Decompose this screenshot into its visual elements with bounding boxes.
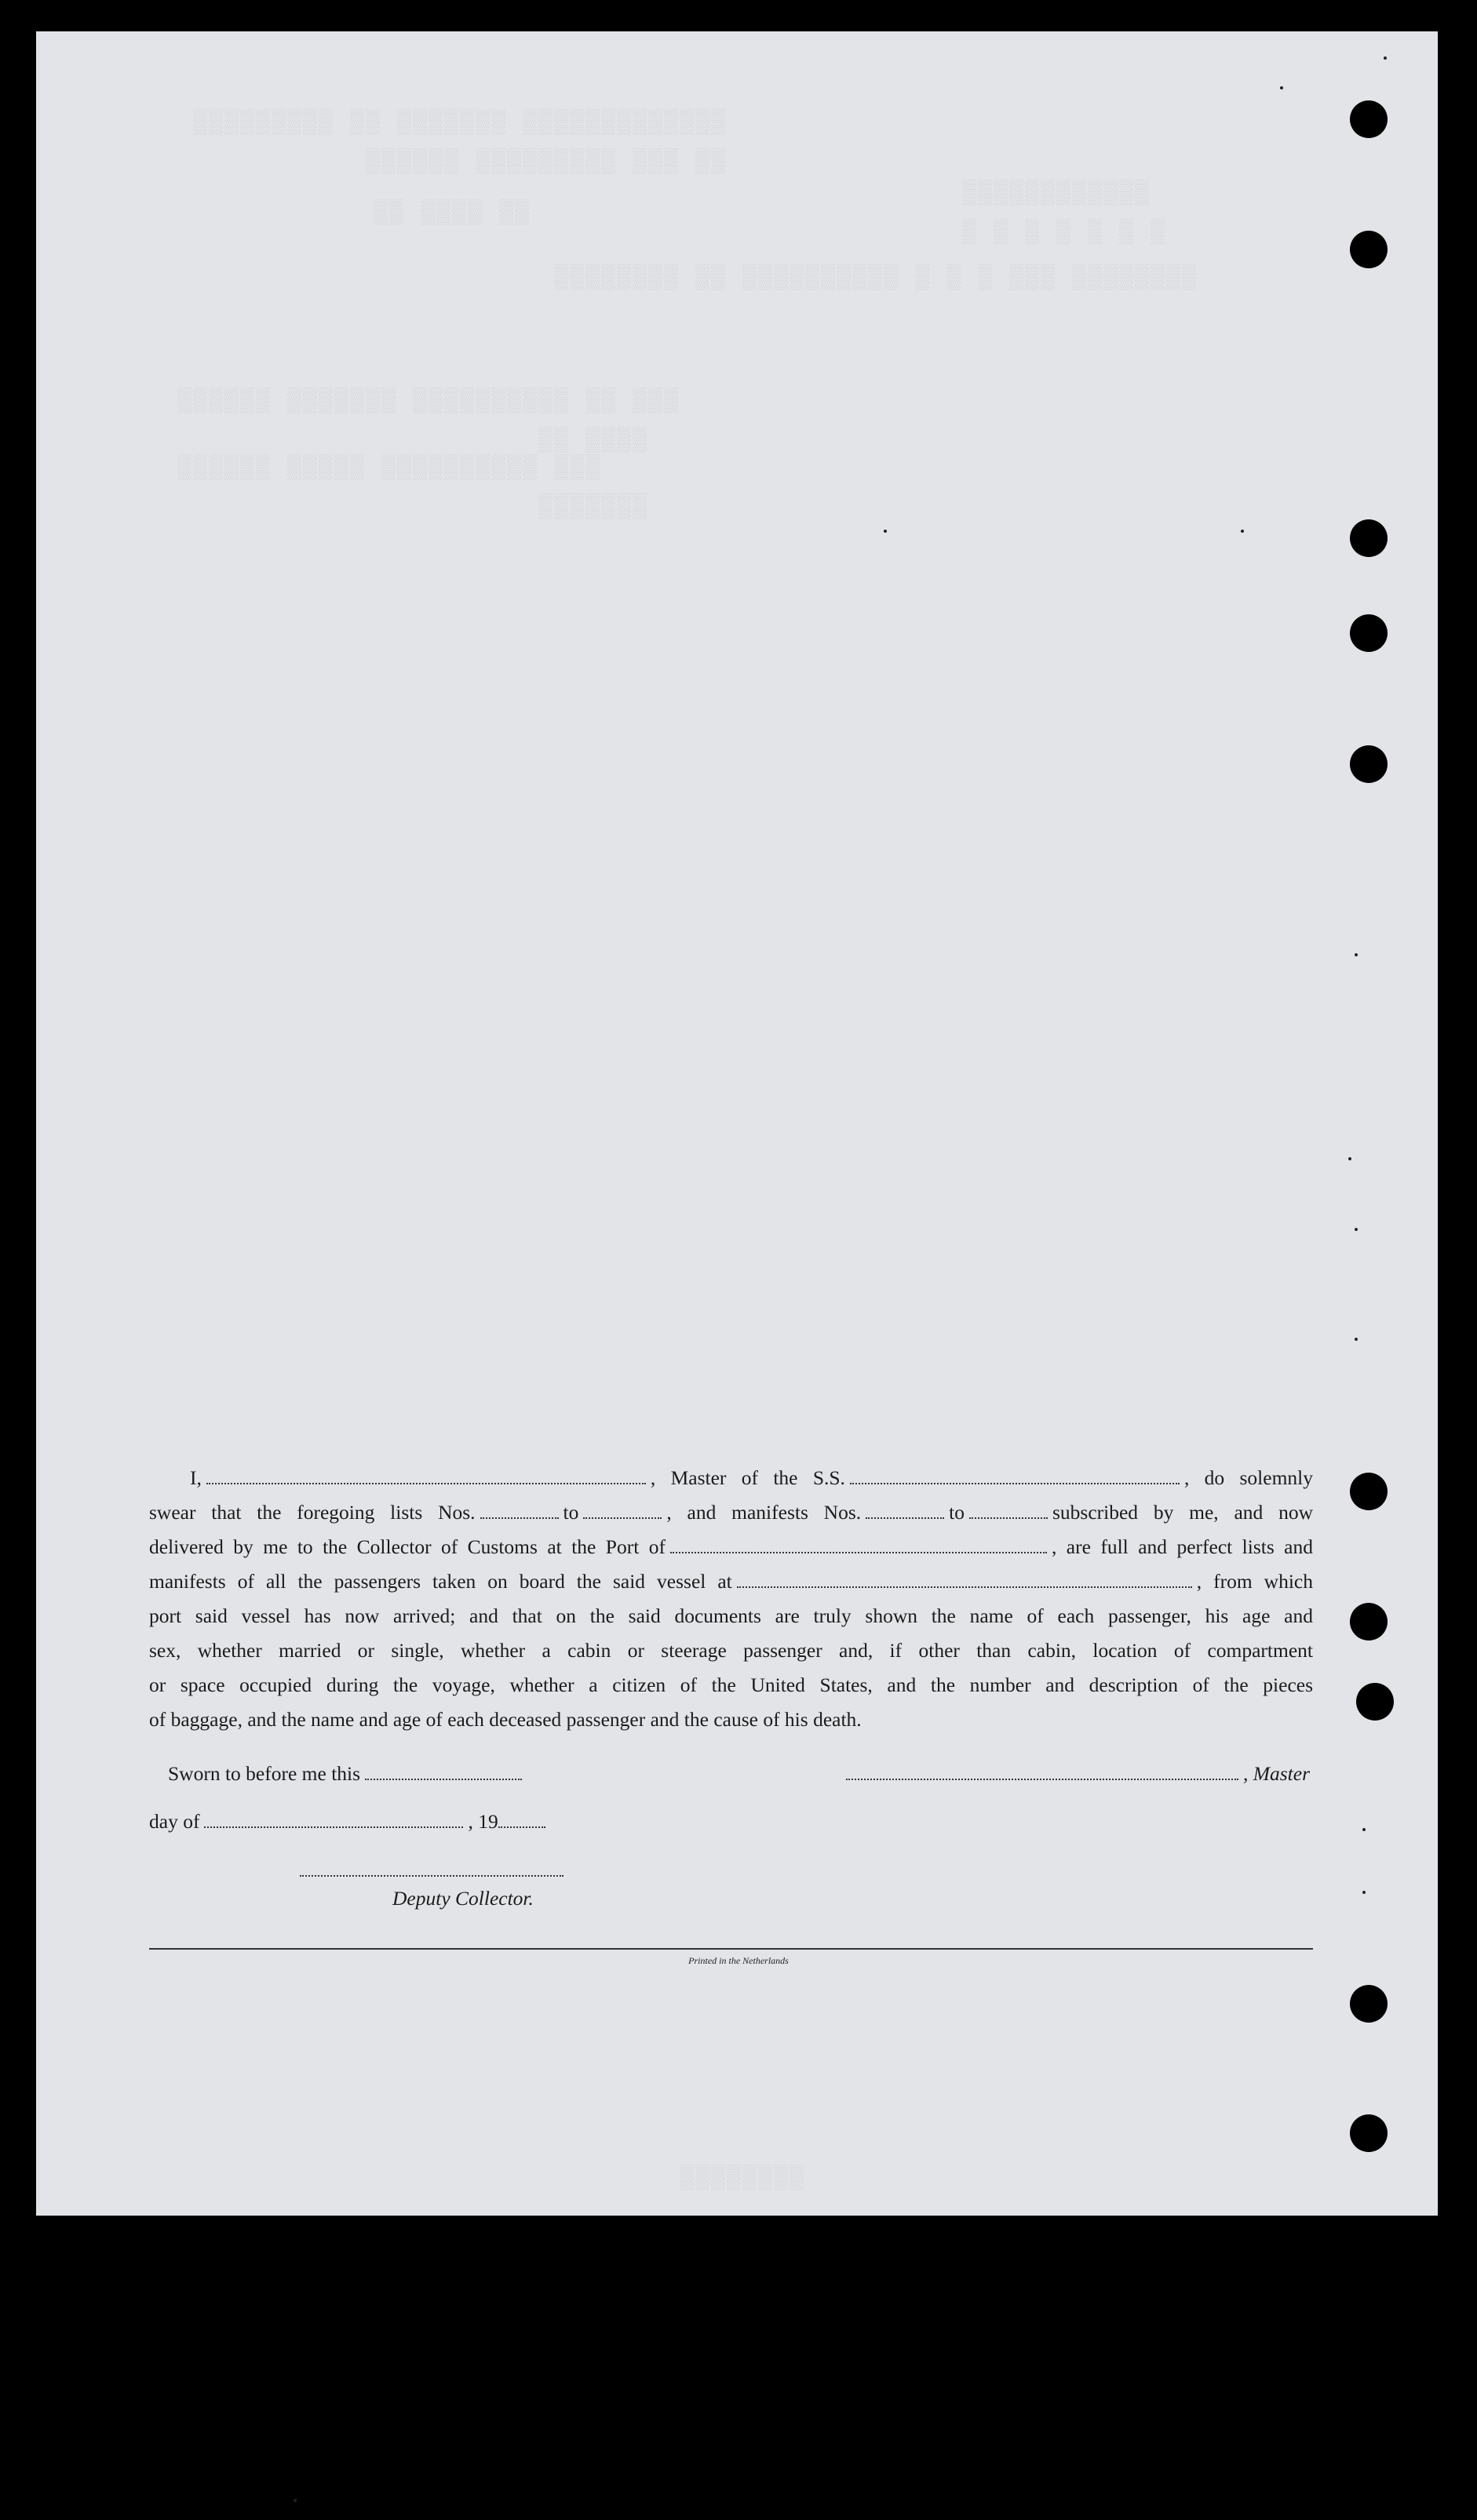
bleed-through-text: ▒▒▒▒▒▒ ▒▒▒▒▒ ▒▒▒▒▒▒▒▒▒▒ ▒▒▒	[177, 455, 602, 482]
paper-speck	[1362, 1828, 1366, 1831]
oath-delivered: delivered by me to the Collector of Customs at the Port of	[149, 1535, 666, 1558]
oath-line-7: or space occupied during the voyage, whether a citizen of the United States, and the number and description of the pieces	[149, 1673, 1313, 1696]
film-speck	[294, 2499, 297, 2502]
oath-subscribed: subscribed by me, and now	[1052, 1501, 1313, 1524]
oath-paragraph	[149, 1461, 1313, 1737]
year-field[interactable]	[498, 1809, 545, 1828]
oath-line-3	[149, 1530, 1313, 1564]
bleed-through-text: ▒▒ ▒▒▒▒ ▒▒	[374, 200, 531, 227]
list-to-field[interactable]	[583, 1500, 662, 1519]
deputy-collector-label: Deputy Collector.	[392, 1887, 534, 1910]
paper-speck	[1348, 1157, 1351, 1160]
punch-hole	[1350, 519, 1388, 557]
list-from-field[interactable]	[480, 1500, 559, 1519]
master-signature-field[interactable]	[846, 1761, 1238, 1780]
punch-hole	[1350, 231, 1388, 268]
document-sheet	[36, 31, 1438, 2216]
punch-hole	[1350, 1985, 1388, 2023]
deputy-signature-field[interactable]	[300, 1858, 563, 1877]
master-label: , Master	[1243, 1762, 1310, 1785]
bleed-through-text: ▒▒▒▒▒▒▒	[538, 494, 649, 521]
punch-hole	[1350, 1473, 1388, 1510]
year-prefix: , 19	[468, 1810, 498, 1833]
bleed-through-text: ▒▒▒▒▒▒▒▒▒ ▒▒ ▒▒▒▒▒▒▒ ▒▒▒▒▒▒▒▒▒▒▒▒▒	[193, 110, 728, 137]
oath-to-2: to	[949, 1501, 965, 1524]
oath-to-1: to	[563, 1501, 579, 1524]
oath-line-5: port said vessel has now arrived; and that on the said documents are truly shown the name of each passenger, his age and	[149, 1604, 1313, 1627]
punch-hole	[1350, 614, 1388, 652]
master-name-field[interactable]	[206, 1466, 646, 1484]
bleed-through-text: ▒▒▒▒▒▒▒▒	[680, 2165, 806, 2192]
oath-line-8: of baggage, and the name and age of each deceased passenger and the cause of his death.	[149, 1708, 862, 1731]
day-of-label: day of	[149, 1810, 200, 1833]
oath-and-manifests: , and manifests Nos.	[666, 1501, 862, 1524]
oath-line-4	[149, 1564, 1313, 1599]
punch-hole	[1350, 1603, 1388, 1641]
bleed-through-text: ▒ ▒ ▒ ▒ ▒ ▒ ▒	[962, 220, 1167, 246]
oath-line-6: sex, whether married or single, whether a cabin or steerage passenger and, if other than cabin, location of compartment	[149, 1639, 1313, 1662]
oath-i: I,	[190, 1466, 202, 1489]
punch-hole	[1350, 2114, 1388, 2152]
paper-speck	[1362, 1891, 1366, 1894]
film-speck	[1384, 56, 1387, 60]
oath-line-1	[149, 1461, 1313, 1495]
bleed-through-text: ▒▒ ▒▒▒▒	[538, 428, 649, 454]
sworn-line	[168, 1761, 527, 1786]
master-signature-line	[841, 1761, 1310, 1786]
port-field[interactable]	[670, 1535, 1047, 1553]
printed-in-label: Printed in the Netherlands	[688, 1955, 789, 1966]
oath-do-solemnly: , do solemnly	[1183, 1466, 1313, 1489]
bleed-through-text: ▒▒▒▒▒▒▒▒ ▒▒ ▒▒▒▒▒▒▒▒▒▒ ▒ ▒ ▒ ▒▒▒ ▒▒▒▒▒▒▒▒	[554, 265, 1198, 292]
oath-from-which: , from which	[1196, 1570, 1313, 1593]
bleed-through-text: ▒▒▒▒▒▒▒▒▒▒▒▒	[962, 180, 1151, 207]
oath-master-ss: , Master of the S.S.	[650, 1466, 845, 1489]
deputy-signature-line	[300, 1858, 563, 1882]
sworn-before-label: Sworn to before me this	[168, 1762, 361, 1785]
paper-speck	[1241, 530, 1244, 533]
bleed-through-text: ▒▒▒▒▒▒ ▒▒▒▒▒▒▒▒▒ ▒▒▒ ▒▒	[366, 149, 728, 176]
ship-name-field[interactable]	[850, 1466, 1180, 1484]
paper-speck	[1355, 953, 1358, 956]
departure-port-field[interactable]	[737, 1569, 1192, 1588]
footer-rule	[149, 1948, 1313, 1950]
punch-hole	[1356, 1683, 1394, 1721]
paper-speck	[1280, 86, 1283, 89]
oath-line-2	[149, 1495, 1313, 1530]
paper-speck	[1355, 1228, 1358, 1231]
month-field[interactable]	[204, 1809, 463, 1828]
oath-swear: swear that the foregoing lists Nos.	[149, 1501, 476, 1524]
paper-speck	[1355, 1338, 1358, 1341]
manifest-to-field[interactable]	[969, 1500, 1048, 1519]
bleed-through-text: ▒▒▒▒▒▒ ▒▒▒▒▒▒▒ ▒▒▒▒▒▒▒▒▒▒ ▒▒ ▒▒▒	[177, 388, 680, 415]
punch-hole	[1350, 745, 1388, 783]
sworn-day-field[interactable]	[365, 1761, 522, 1780]
oath-manifests-all: manifests of all the passengers taken on board the said vessel at	[149, 1570, 732, 1593]
oath-full-perfect: , are full and perfect lists and	[1051, 1535, 1314, 1558]
day-of-line	[149, 1809, 550, 1834]
paper-speck	[884, 530, 887, 533]
punch-hole	[1350, 100, 1388, 138]
manifest-from-field[interactable]	[866, 1500, 944, 1519]
